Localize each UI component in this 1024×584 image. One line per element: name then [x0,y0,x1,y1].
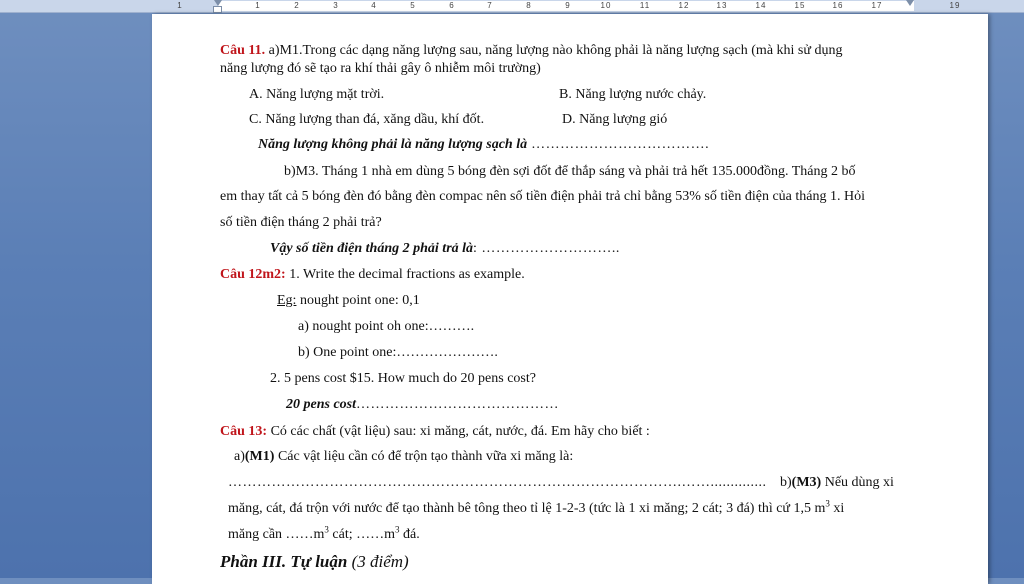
q13-b-line3 [228,524,420,543]
q13-intro-line [220,424,650,440]
q12-line1 [220,267,525,283]
ruler-number: 2 [294,1,300,10]
ruler-number: 16 [832,1,844,10]
q13-b-line3-post: đá. [399,527,420,542]
q12-example [277,293,420,309]
horizontal-ruler[interactable] [0,0,1024,13]
ruler-number: 3 [333,1,339,10]
q12-eg-label: Eg: [277,293,297,308]
q11-b-line2: em thay tất cả 5 bóng đèn đó bằng đèn compac nên số tiền điện phải trả chỉ bằng 53% số tiền điện của tháng 1. Hỏi [220,189,865,204]
q13-b-line3-mid: cát; ……m [328,527,396,542]
q12-answer-label: 20 pens cost [286,397,356,412]
q13-b-line2-pre: măng, cát, đá trộn với nước để tạo thành bê tông theo tỉ lệ 1-2-3 (tức là 1 xi măng; 2 cát; 3 đá) thì cứ 1,5 m [228,501,826,516]
ruler-number: 1 [255,1,261,10]
ruler-number: 4 [371,1,377,10]
q11-b-line3: số tiền điện tháng 2 phải trả? [220,215,382,230]
q11-line1 [220,43,842,59]
q12-item-b: b) One point one:…………………. [298,345,498,360]
q13-sup3: 3 [825,498,830,509]
q11-b-answer-label: Vậy số tiền điện tháng 2 phải trả là [270,241,474,256]
ruler-ticks [0,0,1024,12]
q13-label: Câu 13: [220,424,268,439]
ruler-number: 19 [949,1,961,10]
q12-label: Câu 12m2: [220,267,286,282]
q11-b-answer-line [270,241,620,257]
q11-option-a: A. Năng lượng mặt trời. [249,87,385,102]
ruler-number: 11 [639,1,651,10]
q13-b-line3-pre: măng cần ……m [228,527,325,542]
q11-answer-blank[interactable]: ………………………………. [527,137,710,152]
ruler-number: 13 [716,1,728,10]
q11-option-c: C. Năng lượng than đá, xăng dầu, khí đốt. [249,112,485,127]
part3-points: (3 điểm) [347,552,409,571]
q11-label: Câu 11. [220,43,266,58]
q13-a-text: Các vật liệu cần có để trộn tạo thành vữa xi măng là: [274,449,574,464]
q13-b-text-tail: Nếu dùng xi [821,475,894,490]
q11-answer-label: Năng lượng không phải là năng lượng sạch là [258,137,528,152]
q13-a-m: (M1) [244,449,275,464]
q11-option-d: D. Năng lượng gió [562,112,668,127]
ruler-number: 15 [794,1,806,10]
q13-sup3-c: 3 [395,524,400,535]
q13-a-prefix: a) [234,449,245,464]
q12-item-a: a) nought point oh one:………. [298,319,475,334]
ruler-number: 8 [526,1,532,10]
q12-eg-text: nought point one: 0,1 [296,293,420,308]
q12-answer-blank[interactable]: …………………………………… [356,397,559,412]
q13-b-line2 [228,498,845,517]
q13-b-line2-post: xi [829,501,845,516]
ruler-number: 10 [600,1,612,10]
q13-b-prefix: b) [776,475,792,490]
q12-answer-line [286,397,559,413]
ruler-number: 1 [177,1,183,10]
ruler-number: 6 [449,1,455,10]
q13-sup3-b: 3 [324,524,329,535]
q11-text-a-line1: a)M1.Trong các dạng năng lượng sau, năng lượng nào không phải là năng lượng sạch (mà khi sử dụng [265,43,843,58]
ruler-number: 9 [565,1,571,10]
q13-a-line [234,449,573,465]
ruler-number: 7 [487,1,493,10]
q13-b-m: (M3) [791,475,822,490]
q11-b-line1: b)M3. Tháng 1 nhà em dùng 5 bóng đèn sợi đốt để thắp sáng và phải trả hết 135.000đồng. Tháng 2 bố [284,164,856,179]
q11-b-answer-blank[interactable]: : ……………………….. [473,241,620,256]
q11-option-b: B. Năng lượng nước chảy. [559,87,707,102]
q12-line1-text: 1. Write the decimal fractions as example. [285,267,525,282]
q12-line2: 2. 5 pens cost $15. How much do 20 pens cost? [270,371,536,386]
part3-title: Phần III. Tự luận [220,552,348,571]
q13-intro: Có các chất (vật liệu) sau: xi măng, cát, nước, đá. Em hãy cho biết : [267,424,650,439]
q13-answer-dots[interactable]: ………………………………………………………………………………….…….............. [228,475,767,490]
ruler-number: 12 [678,1,690,10]
ruler-number: 5 [410,1,416,10]
q11-answer-line [258,137,709,153]
ruler-number: 14 [755,1,767,10]
document-page[interactable] [152,14,988,584]
q13-dots-line [228,475,894,491]
q11-text-a-line2: năng lượng đó sẽ tạo ra khí thải gây ô nhiễm môi trường) [220,61,541,76]
part3-heading [220,552,409,572]
ruler-number: 17 [871,1,883,10]
